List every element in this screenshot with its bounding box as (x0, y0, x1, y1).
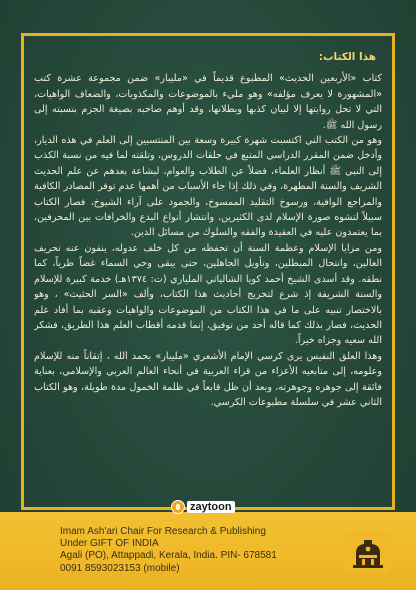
publisher-phone: 0091 8593023153 (mobile) (60, 562, 180, 574)
description-paragraph-1: كتاب «الأربعين الحديث» المطبوع قديماً في «مليبار» ضمن مجموعة عشرة كتب «المشهورة لا يعرف مؤلفه» وهو مليء بالموضوعات والمكذوبات، والضعاف الواهيات، التي لا تحل روايتها إلا لبيان كذبها وبطلانها، وقد أوهم صاحبه بصيغة الجزم بنسبته إلى رسول الله ﷺ. (34, 73, 382, 131)
zaytoon-logo-text: zaytoon (187, 501, 235, 513)
chair-emblem-icon (348, 531, 388, 573)
publisher-address: Agali (PO), Attappadi, Kerala, India. PIN- 678581 (60, 550, 277, 562)
publisher-affiliation: Under GIFT OF INDIA (60, 538, 159, 550)
zaytoon-logo (171, 498, 235, 516)
description-paragraph-4: وهذا العلق النفيس يرى كرسي الإمام الأشعري «مليبار» بحمد الله ، إتقاناً منه للإسلام وعلومه، إلى متابعيه الأعزاء من قراء العربية في أنحاء العالم العربي والإسلامي، بعناية فائقة إلى جوهره وجوهرته، وبعد أن ظل قابعاً في ظلمة الخمول مدة طويلة، وهو الكتاب الثاني عشر في سلسلة مطبوعات الكرسي. (34, 350, 382, 408)
publisher-info (60, 526, 320, 575)
description-heading: هذا الكتاب: (318, 51, 376, 63)
publisher-name: Imam Ash'ari Chair For Research & Publishing (60, 526, 266, 537)
description-paragraph-2: وهو من الكتب التي اكتسبت شهرة كبيرة وسعة بين المنتسبين إلى العلم في هذه الديار، وأدخل ضمن المقرر الدراسي المتبع في حلقات الدروس، وتلقته لما فيه من نسبة الكذب إلى النبي ﷺ أنظار العلماء، فضلاً عن الطلاب والعوام، لبشاعة بعدهم عن علم الحديث الشريف والسنة المطهرة، وفي ذلك إذا جاء الأسباب من أهمها عدم توفر المصادر الكافية والمراجع الوافية، ورسوخ التقليد الممسوخ، والجمود على آراء الشيوخ، فصار الكتاب سبيلاً لتشوه صورة الإسلام لدى الكثيرين، وانتشار أنواع البدع والخرافات بين المحرفين، بما يعتمدون عليه في العقيدة والفقه والسلوك من مسائل الدين. (34, 135, 382, 239)
zaytoon-logo-icon (171, 500, 185, 514)
book-description (34, 46, 382, 502)
description-paragraph-3: ومن مزايا الإسلام وعظمة السنة أن تحفظه من كل خلف عدوله، ينفون عنه تحريف الغالين، وانتحال المبطلين، وتأويل الجاهلين، حتى يبقى وحي السماء غضاً طرياً، كما نطقه. وقد أسدى الشيخ أحمد كويا الشالياتي الملياري (ت: ١٣٧٤هـ) خدمة كبيرة للإسلام والسنة الشريفة إذ شرع لتخريج أحاديث هذا الكتاب، وألف «السر الحثيث» ، وهو بالاختصار تنبيه على ما في هذا الكتاب من الموضوعات والواهيات وعقبه بما أفاد علم الحديث، فصار بذلك كما قاله أحد من توفيق، إنما قدمه أقطاب العلم هذا الطريق، فشكر الله سعيه وجزاه خيراً. (34, 242, 382, 347)
